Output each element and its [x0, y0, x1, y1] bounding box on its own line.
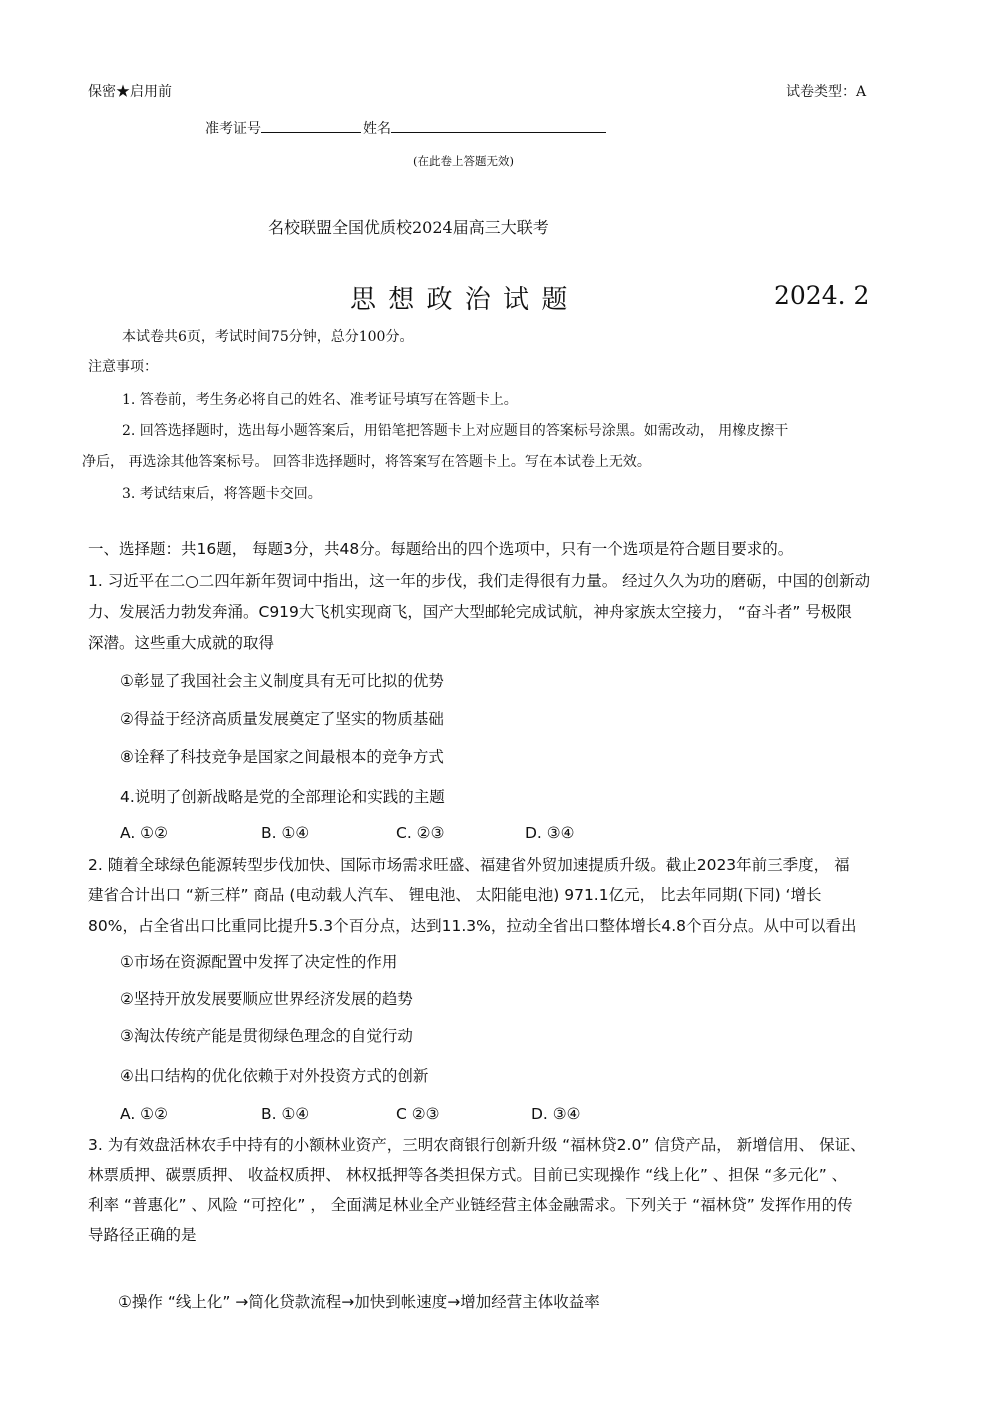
q1-statement-4: 4.说明了创新战略是党的全部理论和实践的主题 [120, 788, 445, 806]
q1-stem-line-1: 1. 习近平在二○二四年新年贺词中指出，这一年的步伐，我们走得很有力量。 经过久久为功的磨砺，中国的创新动 [88, 572, 871, 590]
q3-stem-line-2: 林票质押、碳票质押、 收益权质押、 林权抵押等各类担保方式。目前已实现操作 “线上化” 、担保 “多元化” 、 [88, 1166, 848, 1184]
q2-option-b[interactable]: B. ①④ [261, 1105, 310, 1123]
q1-statement-1: ①彰显了我国社会主义制度具有无可比拟的优势 [120, 672, 444, 690]
q2-statement-4: ④出口结构的优化依赖于对外投资方式的创新 [120, 1067, 429, 1085]
q3-statement-1: ①操作 “线上化” →简化贷款流程→加快到帐速度→增加经营主体收益率 [118, 1293, 600, 1311]
notice-heading: 注意事项： [88, 359, 158, 375]
q1-option-c[interactable]: C. ②③ [396, 824, 445, 842]
q1-option-a[interactable]: A. ①② [120, 824, 168, 842]
q3-stem-line-3: 利率 “普惠化” 、风险 “可控化” ， 全面满足林业全产业链经营主体金融需求。下列关于 “福林贷” 发挥作用的传 [88, 1196, 853, 1214]
q2-stem-line-2: 建省合计出口 “新三样” 商品 (电动载人汽车、 锂电池、 太阳能电池) 971.1亿元， 比去年同期(下同) ‘增长 [88, 886, 822, 904]
q2-option-c[interactable]: C ②③ [396, 1105, 440, 1123]
exam-id-blank [261, 116, 361, 133]
q3-stem-line-1: 3. 为有效盘活林农手中持有的小额林业资产，三明农商银行创新升级 “福林贷2.0” 信贷产品， 新增信用、 保证、 [88, 1136, 866, 1154]
q2-option-a[interactable]: A. ①② [120, 1105, 168, 1123]
section-heading-choice: 一、选择题：共16题， 每题3分，共48分。每题给出的四个选项中，只有一个选项是符合题目要求的。 [88, 540, 794, 558]
q1-option-d[interactable]: D. ③④ [525, 824, 575, 842]
q1-statement-3: ⑧诠释了科技竞争是国家之间最根本的竞争方式 [120, 748, 444, 766]
subject-title: 思 想 政 治 试 题 [350, 285, 570, 315]
notice-item-2-line-2: 净后， 再选涂其他答案标号。 回答非选择题时，将答案写在答题卡上。写在本试卷上无效。 [82, 454, 651, 470]
q2-statement-1: ①市场在资源配置中发挥了决定性的作用 [120, 953, 398, 971]
q1-option-b[interactable]: B. ①④ [261, 824, 310, 842]
paper-type-label: 试卷类型：A [786, 84, 867, 100]
q1-statement-2: ②得益于经济高质量发展奠定了坚实的物质基础 [120, 710, 444, 728]
exam-intro: 本试卷共6页，考试时间75分钟，总分100分。 [122, 329, 414, 345]
exam-id-label: 准考证号 [205, 121, 261, 137]
q2-statement-2: ②坚持开放发展要顺应世界经济发展的趋势 [120, 990, 413, 1008]
q2-stem-line-3: 80%，占全省出口比重同比提升5.3个百分点，达到11.3%，拉动全省出口整体增长4.8个百分点。从中可以看出 [88, 917, 857, 935]
candidate-info-line [205, 116, 606, 138]
notice-item-2-line-1: 2. 回答选择题时，选出每小题答案后，用铅笔把答题卡上对应题目的答案标号涂黑。如需改动， 用橡皮擦干 [122, 423, 789, 439]
name-blank [391, 116, 606, 133]
q1-stem-line-2: 力、发展活力勃发奔涌。C919大飞机实现商飞，国产大型邮轮完成试航，神舟家族太空接力， “奋斗者” 号极限 [88, 603, 852, 621]
q2-stem-line-1: 2. 随着全球绿色能源转型步伐加快、国际市场需求旺盛、福建省外贸加速提质升级。截止2023年前三季度， 福 [88, 856, 850, 874]
name-label: 姓名 [363, 121, 391, 137]
confidential-label: 保密★启用前 [88, 84, 172, 100]
q2-statement-3: ③淘汰传统产能是贯彻绿色理念的自觉行动 [120, 1027, 413, 1045]
q1-stem-line-3: 深潜。这些重大成就的取得 [88, 634, 275, 652]
q3-stem-line-4: 导路径正确的是 [88, 1226, 197, 1244]
notice-item-3: 3. 考试结束后，将答题卡交回。 [122, 486, 322, 502]
exam-date: 2024. 2 [774, 281, 870, 310]
notice-item-1: 1. 答卷前，考生务必将自己的姓名、准考证号填写在答题卡上。 [122, 392, 518, 408]
exam-union-title: 名校联盟全国优质校2024届高三大联考 [268, 218, 549, 237]
q2-option-d[interactable]: D. ③④ [531, 1105, 581, 1123]
invalid-note: (在此卷上答题无效) [413, 154, 514, 168]
